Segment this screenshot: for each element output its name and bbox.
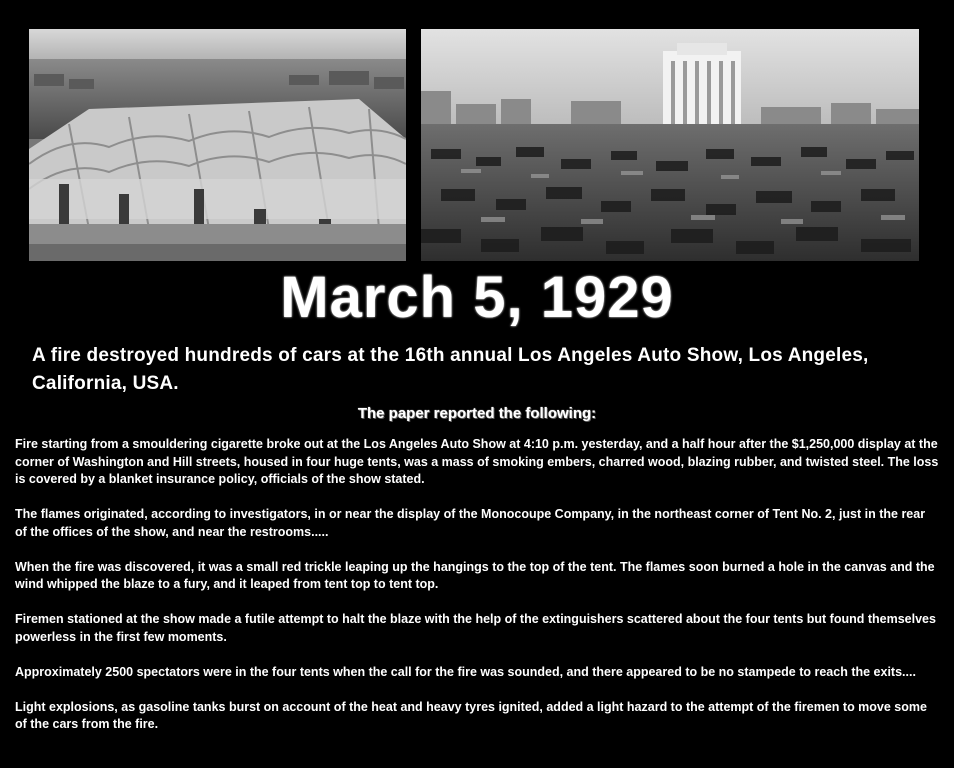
photo-auto-show-tents [29,29,406,261]
aftermath-illustration [421,29,919,261]
article-paragraph: Light explosions, as gasoline tanks burst on account of the heat and heavy tyres ignited, added a light hazard to the attempt of the firemen to move some of the cars from the fire. [15,699,927,731]
article-paragraph: The flames originated, according to investigators, in or near the display of the Monocoupe Company, in the northeast corner of Tent No. 2, just in the rear of the offices of the show, and near the restrooms..... [15,507,926,539]
article-paragraph: Firemen stationed at the show made a futile attempt to halt the blaze with the help of the extinguishers scattered about the four tents but found themselves powerless in the first few moments. [15,612,936,644]
tents-illustration [29,29,406,261]
article-body [15,436,940,751]
article-paragraph: Approximately 2500 spectators were in the four tents when the call for the fire was sounded, and there appeared to be no stampede to reach the exits.... [15,664,916,679]
subheadline: A fire destroyed hundreds of cars at the 16th annual Los Angeles Auto Show, Los Angeles, California, USA. [32,345,869,394]
article-paragraph: Fire starting from a smouldering cigarette broke out at the Los Angeles Auto Show at 4:10 p.m. yesterday, and a half hour after the $1,250,000 display at the corner of Washington and Hill streets, housed in four huge tents, was a mass of smoking embers, charred wood, blazing rubber, and twisted steel. The loss is covered by a blanket insurance policy, officials of the show stated. [15,437,939,486]
photo-fire-aftermath [421,29,919,261]
headline-date: March 5, 1929 [280,265,674,330]
paper-heading: The paper reported the following: [357,405,597,422]
article-paragraph: When the fire was discovered, it was a small red trickle leaping up the hangings to the top of the tent. The flames soon burned a hole in the canvas and the wind whipped the blaze to a fury, and it leaped from tent top to tent top. [15,559,935,591]
